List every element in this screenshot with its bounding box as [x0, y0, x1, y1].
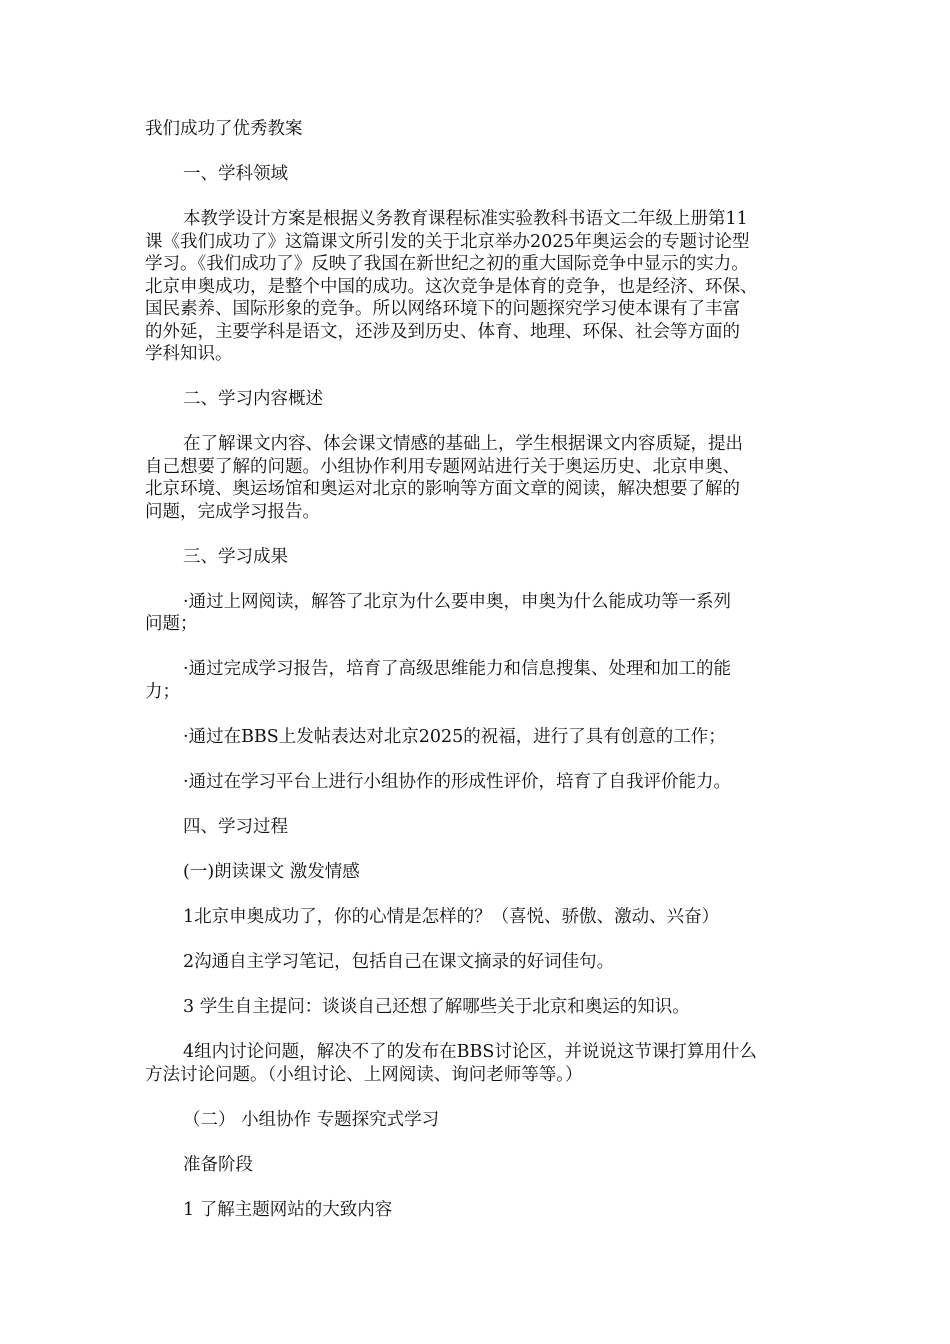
section-4-heading: 四、学习过程	[183, 817, 288, 837]
list-line: 方法讨论问题。（小组讨论、上网阅读、询问老师等等。）	[145, 1065, 583, 1085]
paragraph-line: 本教学设计方案是根据义务教育课程标准实验教科书语文二年级上册第11	[183, 209, 748, 229]
bullet-line: ·通过上网阅读，解答了北京为什么要申奥，申奥为什么能成功等一系列	[183, 592, 732, 612]
bullet-line: 问题；	[145, 614, 198, 634]
list-item: 1北京申奥成功了，你的心情是怎样的？（喜悦、骄傲、激动、兴奋）	[183, 907, 720, 927]
paragraph-line: 北京申奥成功，是整个中国的成功。这次竞争是体育的竞争，也是经济、环保、	[145, 277, 758, 297]
bullet-item: ·通过在学习平台上进行小组协作的形成性评价，培育了自我评价能力。	[183, 772, 732, 792]
subsection-heading: (一)朗读课文 激发情感	[183, 862, 360, 882]
paragraph-line: 问题，完成学习报告。	[145, 502, 320, 522]
section-2-heading: 二、学习内容概述	[183, 389, 323, 409]
paragraph-line: 的外延，主要学科是语文，还涉及到历史、体育、地理、环保、社会等方面的	[145, 322, 740, 342]
bullet-item: ·通过在BBS上发帖表达对北京2025的祝福，进行了具有创意的工作；	[183, 727, 726, 747]
list-item: 2沟通自主学习笔记，包括自己在课文摘录的好词佳句。	[183, 952, 615, 972]
paragraph-line: 在了解课文内容、体会课文情感的基础上，学生根据课文内容质疑，提出	[183, 434, 743, 454]
bullet-line: ·通过完成学习报告，培育了高级思维能力和信息搜集、处理和加工的能	[183, 659, 732, 679]
subsection-heading: （二） 小组协作 专题探究式学习	[183, 1110, 440, 1130]
paragraph-line: 学科知识。	[145, 344, 233, 364]
bullet-line: 力；	[145, 682, 180, 702]
paragraph-line: 自己想要了解的问题。小组协作利用专题网站进行关于奥运历史、北京申奥、	[145, 457, 740, 477]
paragraph-line: 北京环境、奥运场馆和奥运对北京的影响等方面文章的阅读，解决想要了解的	[145, 479, 740, 499]
paragraph-line: 学习。《我们成功了》反映了我国在新世纪之初的重大国际竞争中显示的实力。	[145, 254, 749, 274]
section-3-heading: 三、学习成果	[183, 547, 288, 567]
phase-heading: 准备阶段	[183, 1155, 253, 1175]
section-1-heading: 一、学科领域	[183, 164, 288, 184]
paragraph-line: 国民素养、国际形象的竞争。所以网络环境下的问题探究学习使本课有了丰富	[145, 299, 740, 319]
list-item: 3 学生自主提问：谈谈自己还想了解哪些关于北京和奥运的知识。	[183, 997, 690, 1017]
document-title: 我们成功了优秀教案	[145, 119, 303, 139]
list-line: 4组内讨论问题，解决不了的发布在BBS讨论区，并说说这节课打算用什么	[183, 1042, 757, 1062]
paragraph-line: 课《我们成功了》这篇课文所引发的关于北京举办2025年奥运会的专题讨论型	[145, 232, 750, 252]
list-item: 1 了解主题网站的大致内容	[183, 1200, 393, 1220]
